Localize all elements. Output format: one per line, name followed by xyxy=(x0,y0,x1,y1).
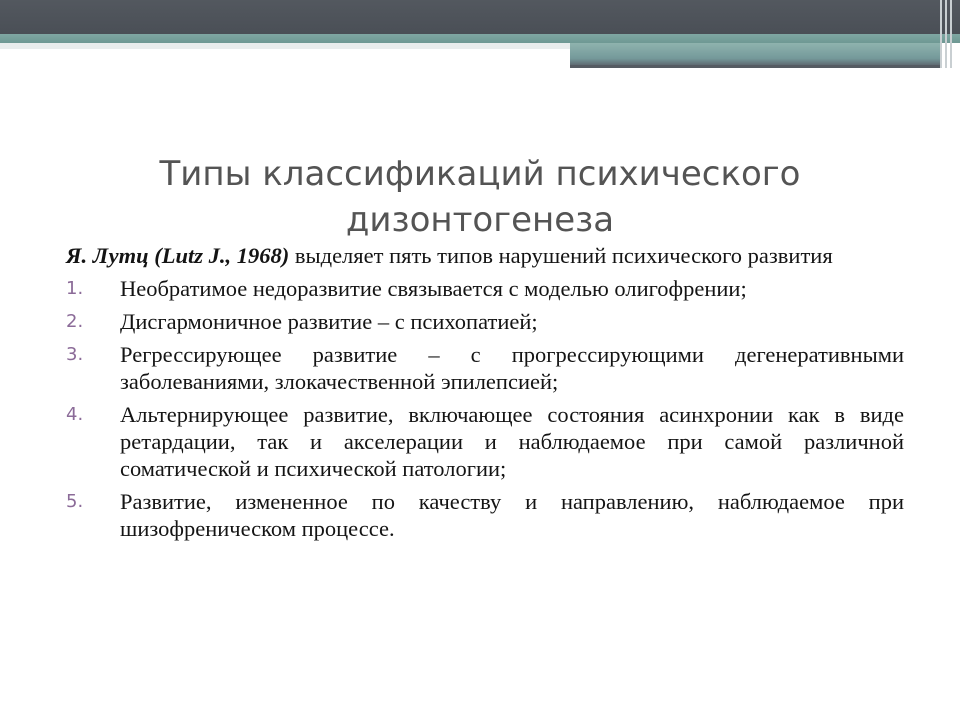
list-item-number: 2. xyxy=(66,311,84,332)
list-item-number: 5. xyxy=(66,491,84,512)
list-item-number: 4. xyxy=(66,404,84,425)
intro-text: выделяет пять типов нарушений психического развития xyxy=(289,243,833,268)
list-item xyxy=(66,341,904,395)
header-band-step xyxy=(570,43,942,65)
list-item-number: 3. xyxy=(66,344,84,365)
list-item xyxy=(66,308,904,335)
header-band-light xyxy=(0,43,570,49)
list-item-number: 1. xyxy=(66,278,84,299)
slide-title xyxy=(60,151,900,243)
list-item-text: Развитие, измененное по качеству и направлению, наблюдаемое при шизофреническом процессе. xyxy=(120,489,904,541)
slide-title-line-1: Типы классификаций психического xyxy=(159,153,801,194)
list-item xyxy=(66,488,904,542)
intro-author: Я. Лутц (Lutz J., 1968) xyxy=(66,243,290,268)
header-decor-lines xyxy=(938,0,960,68)
slide-body xyxy=(66,242,904,548)
list-item xyxy=(66,401,904,482)
types-list xyxy=(66,275,904,542)
slide-title-line-2: дизонтогенеза xyxy=(345,199,615,240)
list-item-text: Дисгармоничное развитие – с психопатией; xyxy=(120,309,538,334)
header-band-dark xyxy=(0,0,960,34)
header-band-step-line xyxy=(570,65,942,68)
list-item-text: Альтернирующее развитие, включающее состояния асинхронии как в виде ретардации, так и акселерации и наблюдаемое при самой различной соматической и психической патологии; xyxy=(120,402,904,481)
list-item xyxy=(66,275,904,302)
list-item-text: Необратимое недоразвитие связывается с моделью олигофрении; xyxy=(120,276,747,301)
list-item-text: Регрессирующее развитие – с прогрессирующими дегенеративными заболеваниями, злокачественной эпилепсией; xyxy=(120,342,904,394)
header-band-teal xyxy=(0,34,960,43)
intro-paragraph xyxy=(66,242,904,269)
